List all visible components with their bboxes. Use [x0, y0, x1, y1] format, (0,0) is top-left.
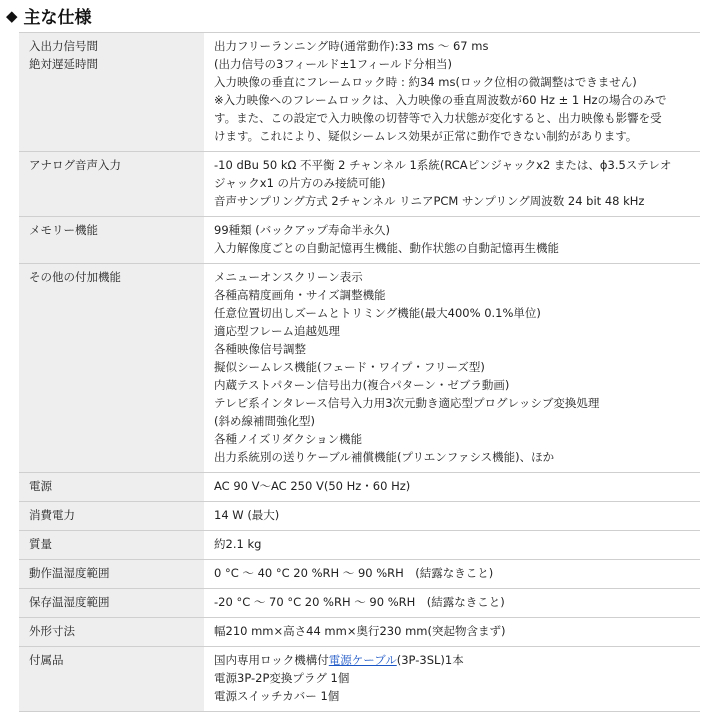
spec-row-mass — [19, 531, 700, 560]
spec-row-analog-audio — [19, 152, 700, 217]
spec-label — [19, 589, 204, 618]
value-line: (斜め線補間強化型) — [214, 414, 315, 428]
value-line: 内蔵テストパターン信号出力(複合パターン・ゼブラ動画) — [214, 378, 510, 392]
spec-value — [204, 647, 700, 712]
section-title: 主な仕様 — [23, 8, 92, 28]
spec-value — [204, 264, 700, 473]
value-line: す。また、この設定で入力映像の切替等で入力状態が変化すると、出力映像も影響を受 — [214, 111, 662, 125]
spec-label — [19, 33, 204, 152]
spec-label — [19, 473, 204, 502]
accessory-text-after: (3P-3SL)1本 — [396, 653, 464, 667]
label-line: メモリー機能 — [29, 223, 98, 237]
value-line: 擬似シームレス機能(フェード・ワイプ・フリーズ型) — [214, 360, 485, 374]
label-line: 質量 — [29, 537, 52, 551]
spec-label — [19, 152, 204, 217]
label-line: 外形寸法 — [29, 624, 75, 638]
value-line: 電源3P-2P変換プラグ 1個 — [214, 671, 350, 685]
spec-row-delay — [19, 33, 700, 152]
section-heading — [6, 3, 92, 28]
spec-label — [19, 264, 204, 473]
value-line: AC 90 V〜AC 250 V(50 Hz・60 Hz) — [214, 479, 411, 493]
power-cable-link[interactable]: 電源ケーブル — [328, 653, 397, 667]
spec-value — [204, 33, 700, 152]
spec-label — [19, 531, 204, 560]
value-line: (出力信号の3フィールド±1フィールド分相当) — [214, 57, 452, 71]
label-line: その他の付加機能 — [29, 270, 121, 284]
value-line: -10 dBu 50 kΩ 不平衡 2 チャンネル 1系統(RCAピンジャックx2 または、ϕ3.5ステレオ — [214, 158, 672, 172]
value-line: 14 W (最大) — [214, 508, 280, 522]
spec-label — [19, 618, 204, 647]
value-line: 各種高精度画角・サイズ調整機能 — [214, 288, 386, 302]
value-line: ※入力映像へのフレームロックは、入力映像の垂直周波数が60 Hz ± 1 Hzの場合のみで — [214, 93, 667, 107]
value-line: 出力フリーランニング時(通常動作):33 ms 〜 67 ms — [214, 39, 489, 53]
value-line: 各種映像信号調整 — [214, 342, 306, 356]
spec-value — [204, 502, 700, 531]
label-line: 絶対遅延時間 — [29, 57, 98, 71]
spec-row-accessories — [19, 647, 700, 712]
spec-table — [19, 32, 700, 712]
label-line: アナログ音声入力 — [29, 158, 121, 172]
spec-value — [204, 589, 700, 618]
value-line: 出力系統別の送りケーブル補償機能(プリエンファシス機能)、ほか — [214, 450, 555, 464]
value-line: 適応型フレーム追越処理 — [214, 324, 341, 338]
spec-label — [19, 560, 204, 589]
spec-row-power-consumption — [19, 502, 700, 531]
spec-row-memory — [19, 217, 700, 264]
value-line: 約2.1 kg — [214, 537, 262, 551]
spec-value — [204, 152, 700, 217]
value-line: 入力解像度ごとの自動記憶再生機能、動作状態の自動記憶再生機能 — [214, 241, 559, 255]
value-line: 99種類 (バックアップ寿命半永久) — [214, 223, 390, 237]
value-line: 任意位置切出しズームとトリミング機能(最大400% 0.1%単位) — [214, 306, 541, 320]
value-line: メニューオンスクリーン表示 — [214, 270, 363, 284]
spec-value — [204, 531, 700, 560]
spec-row-power — [19, 473, 700, 502]
value-line: 各種ノイズリダクション機能 — [214, 432, 363, 446]
value-line: けます。これにより、疑似シームレス効果が正常に動作できない制約があります。 — [214, 129, 638, 143]
spec-label — [19, 647, 204, 712]
label-line: 動作温湿度範囲 — [29, 566, 110, 580]
spec-row-operating-temperature — [19, 560, 700, 589]
label-line: 付属品 — [29, 653, 64, 667]
value-line: 電源スイッチカバー 1個 — [214, 689, 340, 703]
value-line: -20 °C 〜 70 °C 20 %RH 〜 90 %RH (結露なきこと) — [214, 595, 505, 609]
spec-value — [204, 473, 700, 502]
diamond-icon: ◆ — [6, 6, 18, 25]
spec-row-other-functions — [19, 264, 700, 473]
spec-value — [204, 217, 700, 264]
spec-value — [204, 560, 700, 589]
spec-label — [19, 502, 204, 531]
accessory-text-before: 国内専用ロック機構付 — [214, 653, 329, 667]
value-line: ジャックx1 の片方のみ接続可能) — [214, 176, 386, 190]
label-line: 消費電力 — [29, 508, 75, 522]
label-line: 入出力信号間 — [29, 39, 98, 53]
spec-value — [204, 618, 700, 647]
value-line: 入力映像の垂直にフレームロック時 : 約34 ms(ロック位相の微調整はできません) — [214, 75, 637, 89]
value-line: 音声サンプリング方式 2チャンネル リニアPCM サンプリング周波数 24 bit 48 kHz — [214, 194, 645, 208]
accessory-line — [214, 651, 692, 669]
spec-row-dimensions — [19, 618, 700, 647]
value-line: テレビ系インタレース信号入力用3次元動き適応型プログレッシブ変換処理 — [214, 396, 600, 410]
value-line: 幅210 mm×高さ44 mm×奥行230 mm(突起物含まず) — [214, 624, 506, 638]
spec-row-storage-temperature — [19, 589, 700, 618]
spec-label — [19, 217, 204, 264]
value-line: 0 °C 〜 40 °C 20 %RH 〜 90 %RH (結露なきこと) — [214, 566, 494, 580]
label-line: 保存温湿度範囲 — [29, 595, 110, 609]
label-line: 電源 — [29, 479, 52, 493]
